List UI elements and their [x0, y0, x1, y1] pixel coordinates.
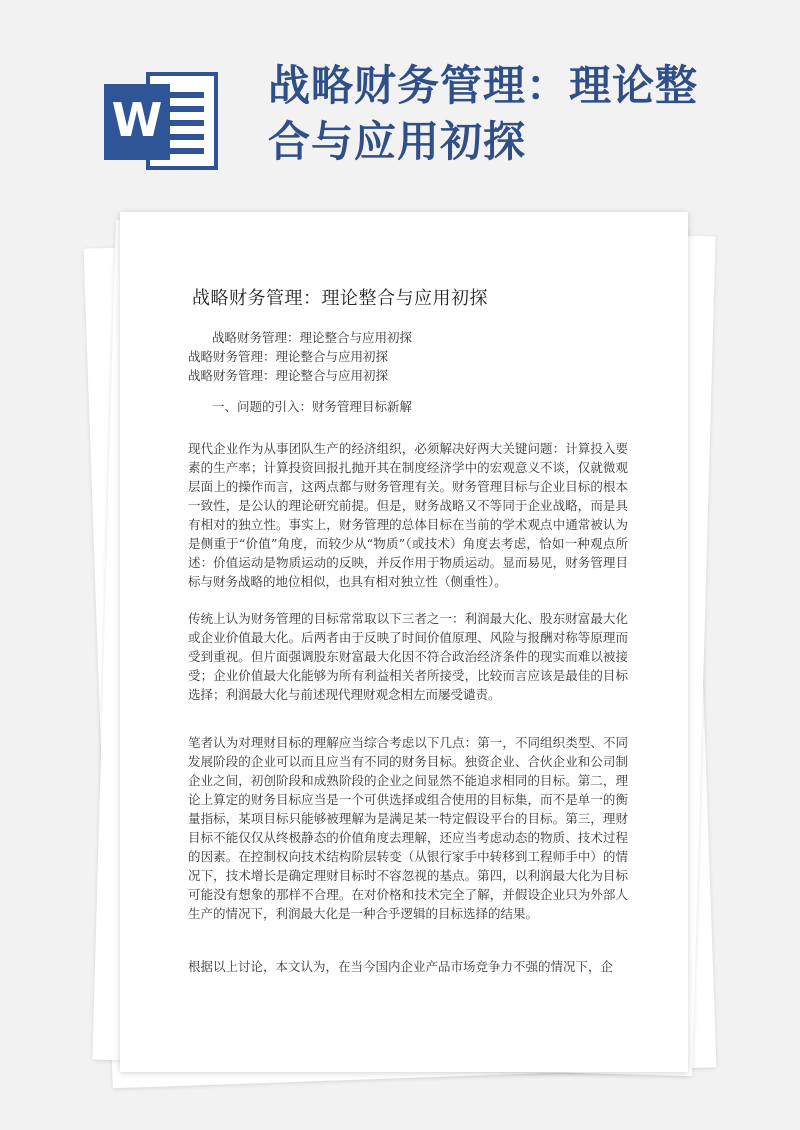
- word-document-icon: [104, 66, 224, 176]
- body-paragraph: 传统上认为财务管理的目标常常取以下三者之一：利润最大化、股东财富最大化或企业价值最大化。后两者由于反映了时间价值原理、风险与报酬对称等原理而受到重视。但片面强调股东财富最大化因不符合政治经济条件的现实而难以被接受；企业价值最大化能够为所有利益相关者所接受，比较而言应该是最佳的目标选择；利润最大化与前述现代理财观念相左而屡受谴责。: [188, 611, 628, 702]
- document-page: [120, 212, 688, 1072]
- banner-title-line1: 战略财务管理：理论整: [268, 61, 699, 110]
- subtitle-line: 战略财务管理：理论整合与应用初探: [212, 330, 413, 345]
- word-icon-letter: W: [111, 93, 163, 147]
- banner: [0, 0, 800, 200]
- body-paragraph: 现代企业作为从事团队生产的经济组织，必须解决好两大关键问题：计算投入要素的生产率；计算投资回报扎抛开其在制度经济学中的宏观意义不谈，仅就微观层面上的操作而言，这两点都与财务管理有关。财务管理目标与企业目标的根本一致性，是公认的理论研究前提。但是，财务战略又不等同于企业战略，而是具有相对的独立性。事实上，财务管理的总体目标在当前的学术观点中通常被认为是侧重于“价值”角度，而较少从“物质”（或技术）角度去考虑，恰如一种观点所述：价值运动是物质运动的反映，并反作用于物质运动。显而易见，财务管理目标与财务战略的地位相似，也具有相对独立性（侧重性）。: [188, 441, 628, 589]
- body-paragraph: 根据以上讨论，本文认为，在当今国内企业产品市场竞争力不强的情况下，企: [188, 959, 614, 974]
- banner-title: [268, 58, 768, 170]
- banner-title-line2: 合与应用初探: [268, 117, 527, 166]
- body-paragraph: 笔者认为对理财目标的理解应当综合考虑以下几点：第一，不同组织类型、不同发展阶段的企业可以而且应当有不同的财务目标。独资企业、合伙企业和公司制企业之间，初创阶段和成熟阶段的企业之间显然不能追求相同的目标。第二，理论上算定的财务目标应当是一个可供选择或组合使用的目标集，而不是单一的衡量指标，某项目标只能够被理解为是满足某一特定假设平台的目标。第三，理财目标不能仅仅从终极静态的价值角度去理解，还应当考虑动态的物质、技术过程的因素。在控制权向技术结构阶层转变（从银行家手中转移到工程师手中）的情况下，技术增长是确定理财目标时不容忽视的基点。第四，以利润最大化为目标可能没有想象的那样不合理。在对价格和技术完全了解，并假设企业只为外部人生产的情况下，利润最大化是一种合乎逻辑的目标选择的结果。: [188, 735, 628, 921]
- subtitle-block: [188, 328, 648, 385]
- subtitle-line: 战略财务管理：理论整合与应用初探: [188, 368, 389, 383]
- subtitle-line: 战略财务管理：理论整合与应用初探: [188, 349, 389, 364]
- section-heading: 一、问题的引入：财务管理目标新解: [212, 399, 413, 414]
- document-title: 战略财务管理：理论整合与应用初探: [192, 288, 488, 309]
